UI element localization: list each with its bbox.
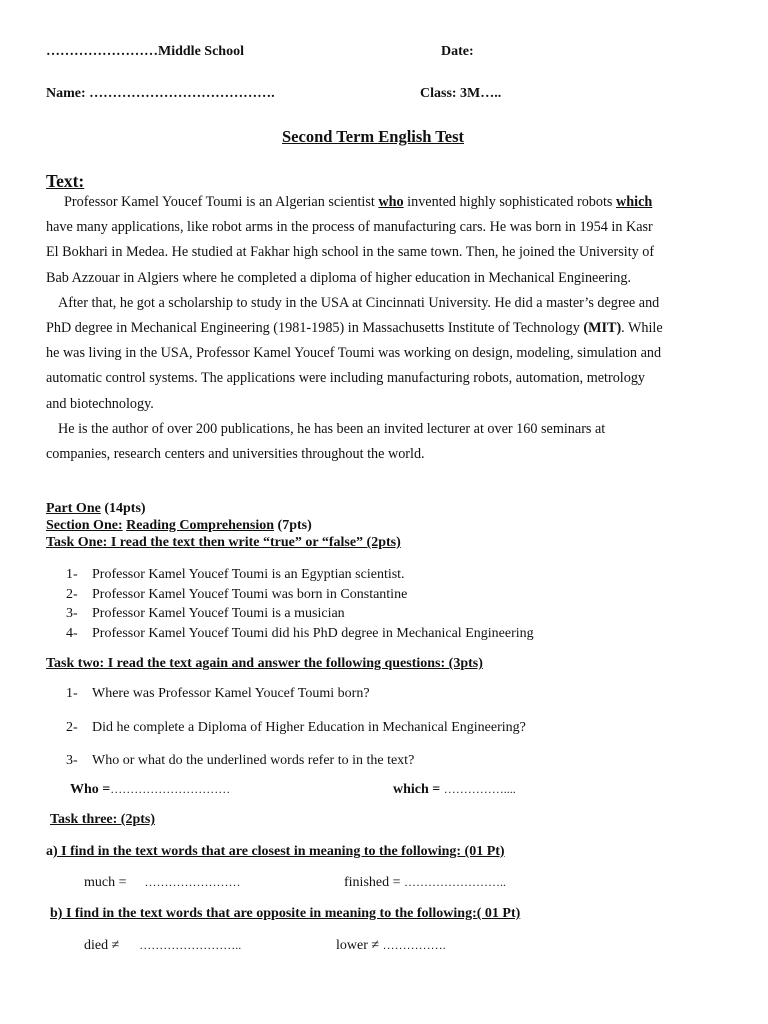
question-item: 2- Did he complete a Diploma of Higher Education in Mechanical Engineering? — [66, 720, 526, 735]
task-three-heading: Task three: (2pts) — [50, 812, 156, 827]
passage-line: have many applications, like robot arms in the process of manufacturing cars. He was born in 1954 in Kasr — [46, 219, 653, 236]
which-answer-line: which = …………….... — [393, 782, 516, 797]
school-field: ……………………Middle School — [46, 44, 244, 59]
passage-line: companies, research centers and universities throughout the world. — [46, 446, 425, 463]
class-field: Class: 3M….. — [420, 86, 502, 101]
list-item: 1- Professor Kamel Youcef Toumi is an Egyptian scientist. — [66, 567, 405, 582]
question-item: 1- Where was Professor Kamel Youcef Toumi born? — [66, 686, 370, 701]
passage-line: He is the author of over 200 publications, he has been an invited lecturer at over 160 seminars at — [58, 420, 606, 437]
passage-line: El Bokhari in Medea. He studied at Fakhar high school in the same town. Then, he joined the University of — [46, 244, 655, 261]
reading-passage — [46, 190, 722, 467]
mit-acronym: (MIT) — [583, 320, 622, 337]
much-answer-line: much = …………………… — [84, 875, 241, 890]
passage-line: and biotechnology. — [46, 395, 154, 412]
underlined-which: which — [616, 194, 653, 210]
question-item: 3- Who or what do the underlined words refer to in the text? — [66, 753, 415, 768]
underlined-who: who — [378, 194, 404, 210]
task-three-b-heading: b) I find in the text words that are opposite in meaning to the following:( 01 Pt) — [50, 906, 521, 921]
name-field: Name: …………………………………. — [46, 86, 275, 101]
task-two-heading: Task two: I read the text again and answer the following questions: (3pts) — [46, 656, 483, 671]
passage-line: he was living in the USA, Professor Kamel Youcef Toumi was working on design, modeling, simulation and — [46, 345, 662, 362]
lower-answer-line: lower ≠ ……………. — [336, 938, 446, 953]
passage-line: After that, he got a scholarship to study in the USA at Cincinnati University. He did a master’s degree and — [58, 294, 660, 311]
passage-line: automatic control systems. The applications were including manufacturing robots, automation, metrology — [46, 370, 646, 387]
text-heading: Text: — [46, 171, 85, 191]
finished-answer-line: finished = …………………….. — [344, 875, 506, 890]
who-answer-line: Who =………………………… — [70, 782, 231, 797]
passage-line: Professor Kamel Youcef Toumi is an Algerian scientist who invented highly sophisticated robots which — [64, 194, 653, 210]
list-item: 2- Professor Kamel Youcef Toumi was born in Constantine — [66, 586, 408, 602]
page-title: Second Term English Test — [282, 127, 465, 146]
died-answer-line: died ≠ …………………….. — [84, 938, 242, 953]
passage-line: Bab Azzouar in Algiers where he completed a diploma of higher education in Mechanical Engineering. — [46, 269, 632, 286]
date-field: Date: — [441, 44, 474, 59]
task-one-heading: Task One: I read the text then write “true” or “false” (2pts) — [46, 535, 401, 550]
list-item: 3- Professor Kamel Youcef Toumi is a musician — [66, 606, 345, 621]
list-item: 4- Professor Kamel Youcef Toumi did his PhD degree in Mechanical Engineering — [66, 625, 534, 641]
task-three-a-heading: a) I find in the text words that are closest in meaning to the following: (01 Pt) — [46, 844, 505, 859]
section-one-heading: Section One: Reading Comprehension (7pts) — [46, 518, 312, 533]
passage-line: PhD degree in Mechanical Engineering (1981-1985) in Massachusetts Institute of Technology (MIT). While — [46, 320, 663, 337]
task-one-list — [66, 565, 534, 643]
part-one-heading: Part One (14pts) — [46, 501, 146, 516]
